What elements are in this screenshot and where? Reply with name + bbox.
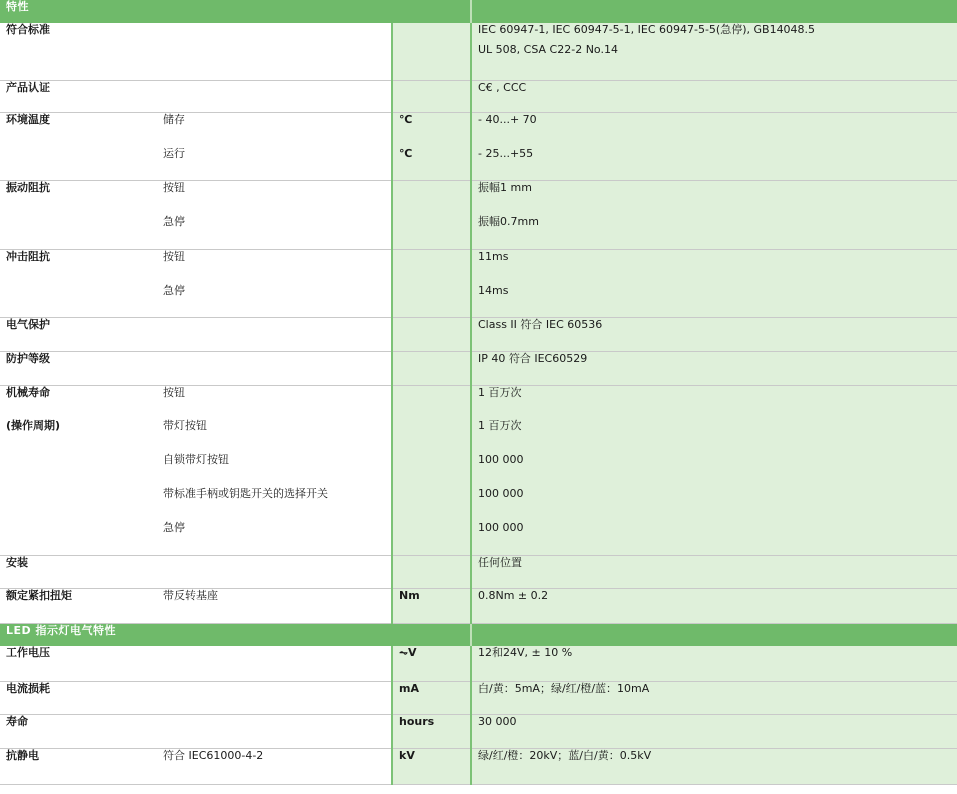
spec-value: 振幅1 mm xyxy=(471,180,957,215)
spec-value: 100 000 xyxy=(471,521,957,555)
spec-value: 白/黄：5mA；绿/红/橙/蓝：10mA xyxy=(471,681,957,714)
spec-name: 电流损耗 xyxy=(0,681,157,714)
spec-condition: 急停 xyxy=(157,284,392,317)
spec-condition xyxy=(157,23,392,80)
spec-unit xyxy=(392,521,471,555)
spec-value: 1 百万次 xyxy=(471,419,957,453)
spec-condition xyxy=(157,80,392,112)
spec-value: Class II 符合 IEC 60536 xyxy=(471,317,957,351)
spec-value: 振幅0.7mm xyxy=(471,215,957,249)
section-title: LED 指示灯电气特性 xyxy=(0,623,471,646)
spec-row xyxy=(0,588,957,623)
spec-unit: Nm xyxy=(392,588,471,623)
spec-row xyxy=(0,147,957,180)
spec-unit xyxy=(392,351,471,385)
spec-unit xyxy=(392,284,471,317)
section-header xyxy=(0,0,957,23)
spec-name: 防护等级 xyxy=(0,351,157,385)
spec-unit xyxy=(392,453,471,487)
spec-unit: ⏦V xyxy=(392,646,471,681)
spec-row xyxy=(0,317,957,351)
spec-unit: kV xyxy=(392,748,471,784)
spec-unit xyxy=(392,487,471,521)
section-header-spacer xyxy=(471,623,957,646)
spec-row xyxy=(0,112,957,147)
spec-row xyxy=(0,215,957,249)
spec-condition: 自锁带灯按钮 xyxy=(163,453,229,466)
spec-unit xyxy=(392,215,471,249)
spec-condition: 符合 IEC61000-4-2 xyxy=(157,748,392,784)
spec-name xyxy=(0,215,157,249)
spec-value: C€ , CCC xyxy=(471,80,957,112)
spec-value-line: UL 508, CSA C22-2 No.14 xyxy=(478,43,618,56)
spec-name: 寿命 xyxy=(0,714,157,748)
section-header xyxy=(0,623,957,646)
spec-unit xyxy=(392,23,471,80)
spec-unit xyxy=(392,385,471,419)
spec-name xyxy=(0,284,157,317)
spec-condition xyxy=(157,317,392,351)
spec-condition: 按钮 xyxy=(163,180,185,194)
spec-value: 30 000 xyxy=(471,714,957,748)
spec-row xyxy=(0,284,957,317)
spec-row xyxy=(0,646,957,681)
spec-row xyxy=(0,555,957,588)
spec-value: 绿/红/橙：20kV；蓝/白/黄：0.5kV xyxy=(471,748,957,784)
spec-name: 振动阻抗 xyxy=(6,180,50,194)
spec-row xyxy=(0,748,957,784)
spec-name xyxy=(0,487,157,521)
spec-condition: 按钮 xyxy=(163,249,185,263)
spec-condition: 运行 xyxy=(157,147,392,180)
spec-row xyxy=(0,80,957,112)
spec-condition xyxy=(157,351,392,385)
spec-condition xyxy=(157,646,392,681)
spec-condition: 储存 xyxy=(163,112,185,126)
spec-row xyxy=(0,714,957,748)
spec-name xyxy=(0,147,157,180)
spec-name: 抗静电 xyxy=(0,748,157,784)
spec-value: - 25...+55 xyxy=(471,147,957,180)
spec-name xyxy=(0,521,157,555)
spec-condition xyxy=(157,555,392,588)
spec-row xyxy=(0,351,957,385)
spec-value: 100 000 xyxy=(471,487,957,521)
spec-unit xyxy=(392,555,471,588)
spec-condition xyxy=(157,681,392,714)
spec-unit xyxy=(392,180,471,215)
spec-value: 14ms xyxy=(471,284,957,317)
spec-unit: hours xyxy=(392,714,471,748)
spec-unit xyxy=(392,317,471,351)
spec-value: 100 000 xyxy=(471,453,957,487)
spec-unit: ℃ xyxy=(392,112,471,147)
spec-row xyxy=(0,249,957,284)
spec-name xyxy=(0,453,157,487)
spec-condition: 带灯按钮 xyxy=(163,419,207,432)
spec-name: 电气保护 xyxy=(0,317,157,351)
spec-name: 安装 xyxy=(0,555,157,588)
spec-value: - 40...+ 70 xyxy=(471,112,957,147)
spec-condition: 按钮 xyxy=(163,385,185,399)
spec-value: 11ms xyxy=(471,249,957,284)
spec-name: 额定紧扣扭矩 xyxy=(0,588,157,623)
spec-row xyxy=(0,453,957,487)
spec-unit: mA xyxy=(392,681,471,714)
section-title: 特性 xyxy=(0,0,471,23)
spec-value: 0.8Nm ± 0.2 xyxy=(471,588,957,623)
spec-name: 产品认证 xyxy=(0,80,157,112)
spec-value: 1 百万次 xyxy=(471,385,957,419)
spec-condition xyxy=(157,714,392,748)
spec-name: 冲击阻抗 xyxy=(6,249,50,263)
spec-row xyxy=(0,23,957,80)
spec-condition: 带标准手柄或钥匙开关的选择开关 xyxy=(163,487,328,500)
spec-row xyxy=(0,487,957,521)
spec-name: 环境温度 xyxy=(6,112,50,126)
spec-row xyxy=(0,521,957,555)
spec-unit xyxy=(392,80,471,112)
spec-unit xyxy=(392,419,471,453)
spec-row xyxy=(0,419,957,453)
spec-value-line: IEC 60947-1, IEC 60947-5-1, IEC 60947-5-5(急停), GB14048.5 xyxy=(478,23,816,36)
section-header-spacer xyxy=(471,0,957,23)
spec-name: 符合标准 xyxy=(0,23,157,80)
spec-value: 任何位置 xyxy=(471,555,957,588)
spec-condition: 急停 xyxy=(157,215,392,249)
spec-condition: 带反转基座 xyxy=(157,588,392,623)
spec-value: IP 40 符合 IEC60529 xyxy=(471,351,957,385)
spec-condition: 急停 xyxy=(157,521,392,555)
spec-value xyxy=(471,23,957,80)
spec-row xyxy=(0,385,957,419)
spec-unit xyxy=(392,249,471,284)
spec-value: 12和24V, ± 10 % xyxy=(471,646,957,681)
spec-name: 机械寿命 xyxy=(6,385,50,399)
spec-unit: ℃ xyxy=(392,147,471,180)
spec-row xyxy=(0,180,957,215)
spec-name: 工作电压 xyxy=(0,646,157,681)
spec-row xyxy=(0,681,957,714)
spec-name: (操作周期) xyxy=(6,419,61,432)
